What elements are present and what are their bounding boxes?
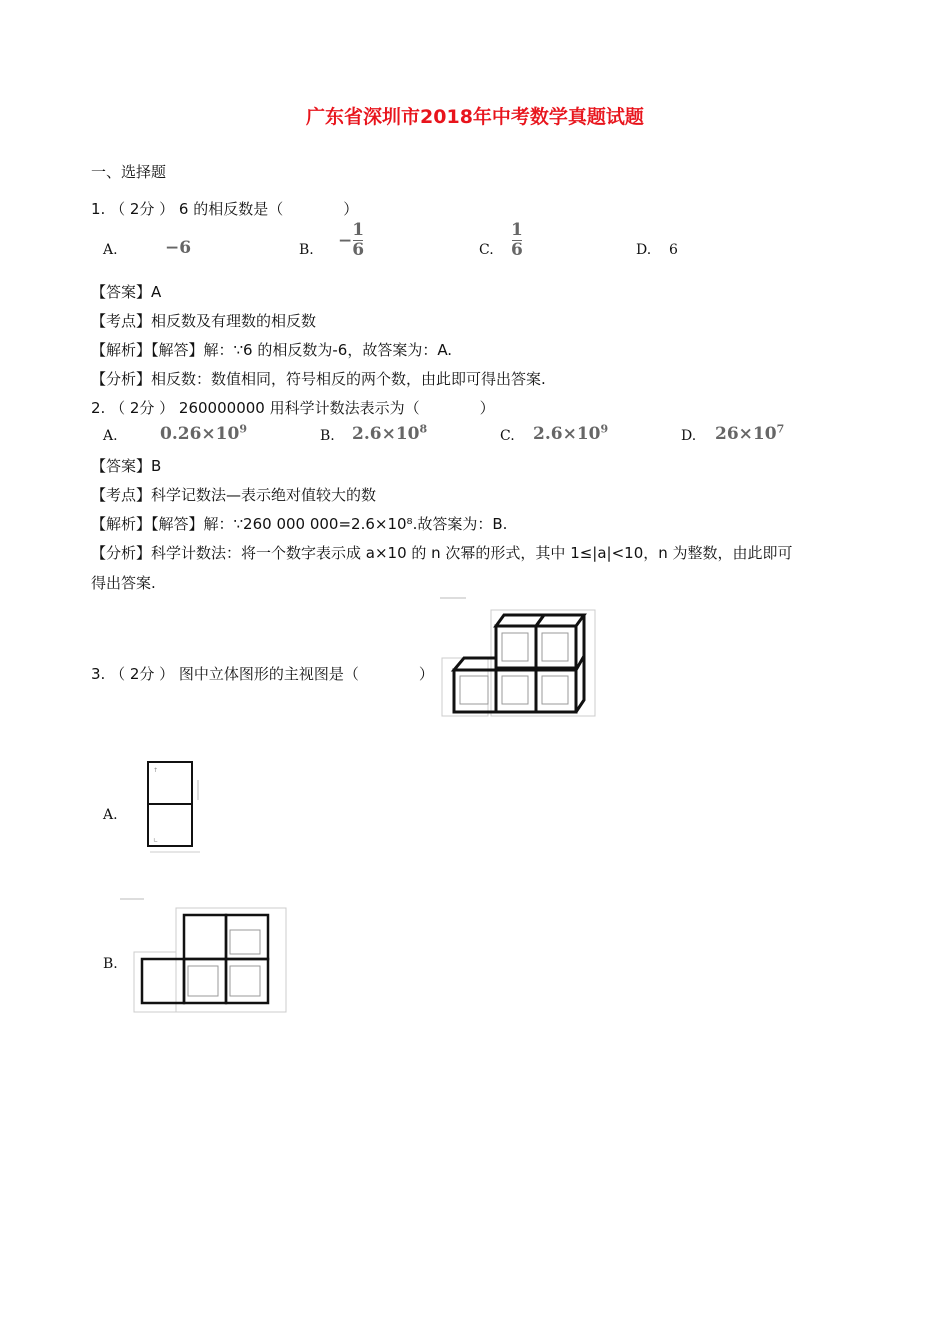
q2-kaodian: 【考点】科学记数法—表示绝对值较大的数: [91, 486, 377, 504]
page-title: 广东省深圳市2018年中考数学真题试题: [306, 106, 644, 128]
svg-text:↑: ↑: [153, 767, 159, 774]
q1-option-d-value: 6: [669, 242, 678, 258]
q2-answer: 【答案】B: [91, 457, 162, 475]
q1-option-a-value: −6: [165, 238, 192, 258]
q1-jiexi: 【解析】【解答】解：∵6 的相反数为-6，故答案为：A.: [91, 341, 453, 359]
q1-option-b-numerator: 1: [352, 220, 365, 240]
q1-option-d-label: D.: [636, 242, 652, 258]
q1-option-b-fraction: [352, 222, 364, 259]
question-1-stem: 1. （ 2分 ） 6 的相反数是（ ）: [91, 200, 359, 218]
q2-option-a-label: A.: [103, 428, 118, 444]
q2-fenxi-line-2: 得出答案.: [91, 574, 156, 592]
q2-jiexi: 【解析】【解答】解：∵260 000 000=2.6×10⁸.故答案为：B.: [91, 515, 508, 533]
q2-option-d-base: 26×10: [715, 424, 777, 444]
q2-fenxi-line-1: 【分析】科学计数法：将一个数字表示成 a×10 的 n 次幂的形式，其中 1≤|a|<10，n 为整数，由此即可: [91, 544, 793, 562]
q1-option-c-value: [511, 222, 523, 259]
q1-option-b-label: B.: [299, 242, 314, 258]
q2-option-c-exp: 9: [600, 422, 609, 436]
q3-option-b-label: B.: [103, 956, 118, 972]
q1-option-c-label: C.: [479, 242, 494, 258]
q2-option-c-value: [533, 424, 608, 444]
svg-text:∟: ∟: [153, 837, 159, 844]
q2-option-a-base: 0.26×10: [160, 424, 240, 444]
q1-option-b-value: [338, 222, 364, 259]
q2-option-c-base: 2.6×10: [533, 424, 601, 444]
q2-option-d-exp: 7: [776, 422, 785, 436]
solid-figure-image: [438, 596, 603, 721]
q1-option-c-fraction: [511, 222, 523, 259]
q3-option-a-image: [140, 756, 206, 856]
section-heading: 一、选择题: [91, 163, 167, 181]
q2-option-c-label: C.: [500, 428, 515, 444]
q2-option-a-exp: 9: [239, 422, 247, 436]
question-2-stem: 2. （ 2分 ） 260000000 用科学计数法表示为（ ）: [91, 399, 495, 417]
q2-option-d-value: [715, 424, 784, 444]
question-3-stem: 3. （ 2分 ） 图中立体图形的主视图是（ ）: [91, 665, 434, 683]
q1-answer: 【答案】A: [91, 283, 162, 301]
q1-option-a-label: A.: [103, 242, 118, 258]
q2-option-a-value: [160, 424, 247, 444]
q1-option-c-denominator: 6: [511, 240, 523, 260]
q2-option-b-label: B.: [320, 428, 335, 444]
q3-option-b-image: [118, 896, 293, 1016]
q1-option-b-denominator: 6: [352, 240, 365, 260]
q1-option-b-sign: −: [338, 230, 353, 251]
q2-option-b-exp: 8: [419, 422, 428, 436]
q2-option-b-value: [352, 424, 427, 444]
q1-kaodian: 【考点】相反数及有理数的相反数: [91, 312, 317, 330]
q2-option-b-base: 2.6×10: [352, 424, 420, 444]
q3-option-a-label: A.: [103, 807, 118, 823]
q1-option-c-numerator: 1: [511, 220, 523, 240]
q2-option-d-label: D.: [681, 428, 697, 444]
q1-fenxi: 【分析】相反数：数值相同，符号相反的两个数，由此即可得出答案.: [91, 370, 546, 388]
